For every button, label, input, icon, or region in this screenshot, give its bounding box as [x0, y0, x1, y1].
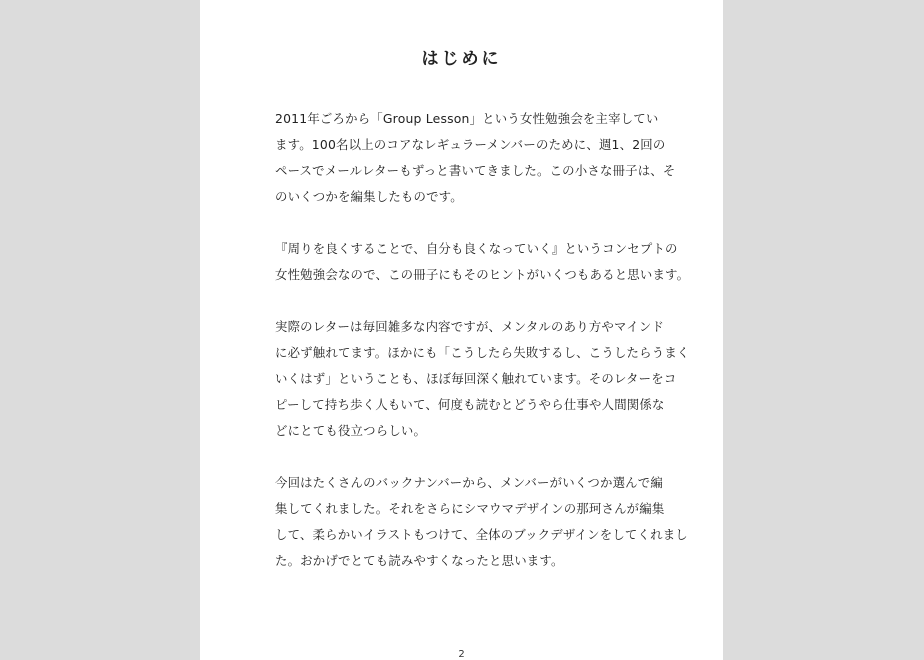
text-line: ピーして持ち歩く人もいて、何度も読むとどうやら仕事や人間関係な [275, 397, 665, 412]
text-line: 『周りを良くすることで、自分も良くなっていく』というコンセプトの [275, 241, 678, 256]
text-line: して、柔らかいイラストもつけて、全体のブックデザインをしてくれまし [275, 527, 688, 542]
text-line: に必ず触れてます。ほかにも「こうしたら失敗するし、こうしたらうまく [275, 345, 690, 360]
paragraph [275, 314, 690, 444]
page-title: はじめに [421, 49, 502, 69]
page-number: 2 [458, 649, 465, 660]
text-line: 2011年ごろから「Group Lesson」という女性勉強会を主宰してい [275, 111, 659, 126]
text-line: た。おかげでとても読みやすくなったと思います。 [275, 553, 564, 568]
text-line: 集してくれました。それをさらにシマウマデザインの那珂さんが編集 [275, 501, 665, 516]
page-body [275, 106, 690, 600]
paragraph [275, 470, 688, 574]
text-line: ます。100名以上のコアなレギュラーメンバーのために、週1、2回の [275, 137, 666, 152]
text-line: ペースでメールレターもずっと書いてきました。この小さな冊子は、そ [275, 163, 676, 178]
text-line: 実際のレターは毎回雑多な内容ですが、メンタルのあり方やマインド [275, 319, 665, 334]
text-line: のいくつかを編集したものです。 [275, 189, 463, 204]
document-page [200, 0, 723, 660]
paragraph [275, 106, 676, 210]
text-line: 女性勉強会なので、この冊子にもそのヒントがいくつもあると思います。 [275, 267, 690, 282]
text-line: どにとても役立つらしい。 [275, 423, 427, 438]
text-line: 今回はたくさんのバックナンバーから、メンバーがいくつか選んで編 [275, 475, 663, 490]
text-line: いくはず」ということも、ほぼ毎回深く触れています。そのレターをコ [275, 371, 677, 386]
paragraph [275, 236, 690, 288]
